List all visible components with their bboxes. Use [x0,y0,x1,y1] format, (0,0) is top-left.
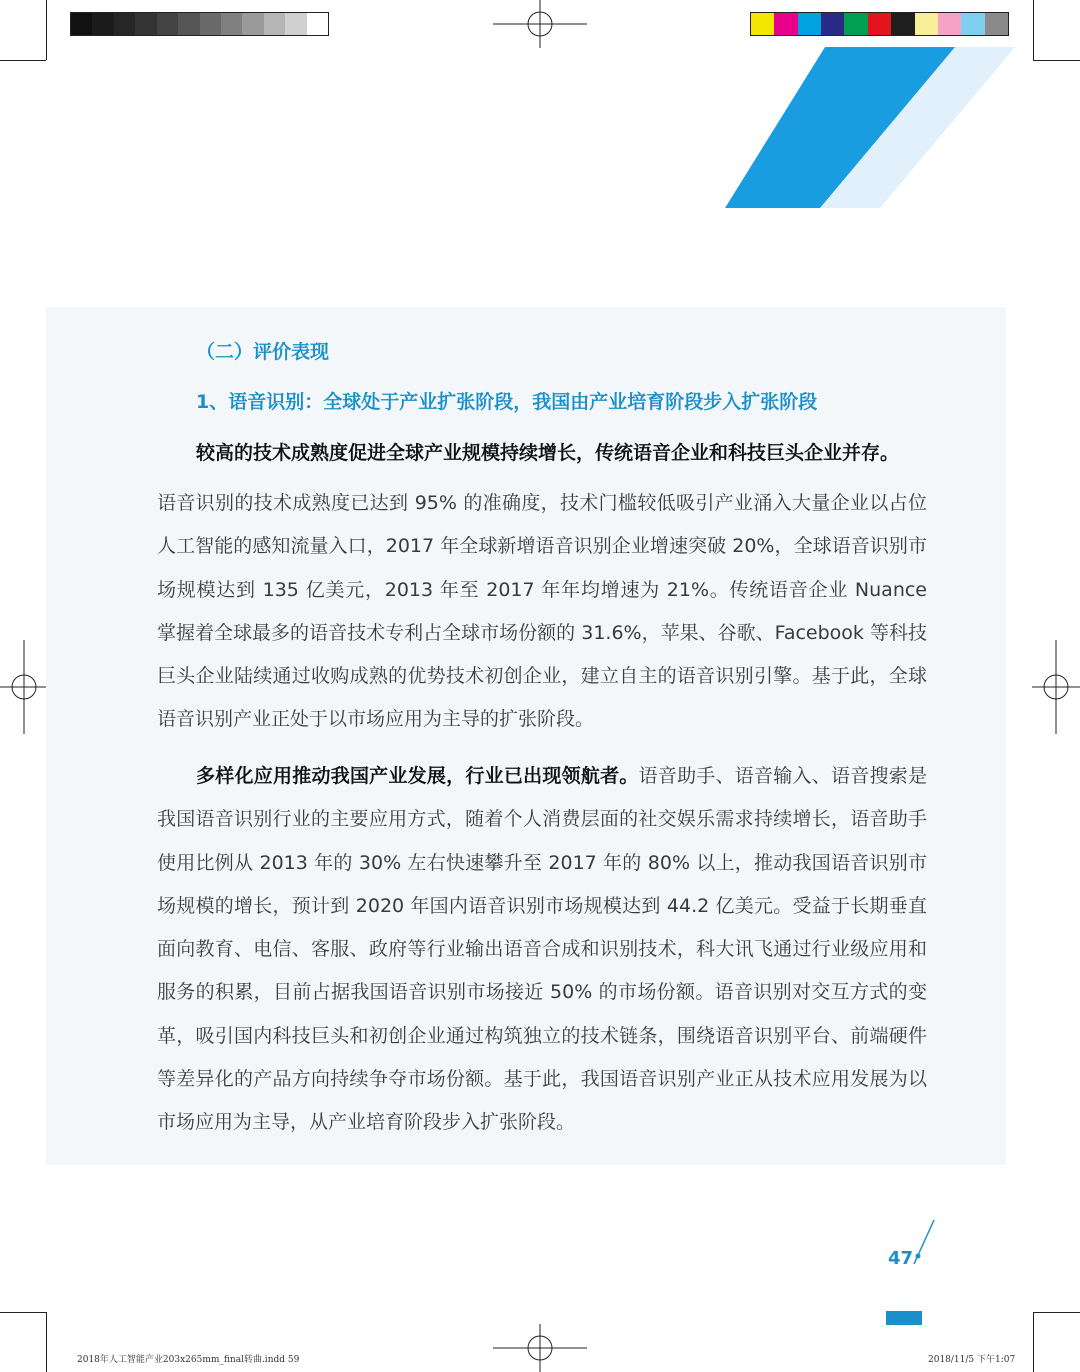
color-swatch [751,13,775,35]
subheading: 1、语音识别：全球处于产业扩张阶段，我国由产业培育阶段步入扩张阶段 [196,391,818,413]
color-swatch [92,13,114,35]
page-number-accent-icon [910,1218,940,1268]
color-swatch [114,13,136,35]
registration-mark-top [493,0,587,48]
color-swatch [264,13,286,35]
color-swatch [200,13,222,35]
paragraph-1: 语音识别的技术成熟度已达到 95% 的准确度，技术门槛较低吸引产业涌入大量企业以占位人工智能的感知流量入口，2017 年全球新增语音识别企业增速突破 20%，全球语音识别市场规模达到 135 亿美元，2013 年至 2017 年年均增速为 21%。传统语音企业 Nuance 掌握着全球最多的语音技术专利占全球市场份额的 31.6%，苹果、谷歌、Facebook 等科技巨头企业陆续通过收购成熟的优势技术初创企业，建立自主的语音识别引擎。基于此，全球语音识别产业正处于以市场应用为主导的扩张阶段。 [157,492,927,731]
lead-sentence-2: 多样化应用推动我国产业发展，行业已出现领航者。 [196,765,639,787]
color-swatch [961,13,985,35]
decorative-stripes [700,40,1040,220]
color-swatch [307,13,329,35]
color-swatch [178,13,200,35]
color-swatch [821,13,845,35]
color-swatch [242,13,264,35]
color-swatch [844,13,868,35]
color-swatch [868,13,892,35]
paragraph-2 [157,755,927,1145]
color-swatch [915,13,939,35]
color-swatch [938,13,962,35]
color-swatch [774,13,798,35]
grayscale-color-bar [70,12,329,36]
page-tab-marker [886,1311,922,1325]
color-swatch [157,13,179,35]
color-swatch [221,13,243,35]
color-swatch [71,13,93,35]
color-swatch [135,13,157,35]
color-swatch [985,13,1009,35]
section-heading: （二）评价表现 [196,341,330,363]
registration-mark-bottom [493,1324,587,1372]
registration-mark-right [1032,640,1080,734]
color-swatch [285,13,307,35]
color-swatch [798,13,822,35]
footer-file-info: 2018年人工智能产业203x265mm_final转曲.indd 59 [77,1355,300,1365]
footer-timestamp: 2018/11/5 下午1:07 [928,1355,1016,1365]
paragraph-2-body: 语音助手、语音输入、语音搜索是我国语音识别行业的主要应用方式，随着个人消费层面的社交娱乐需求持续增长，语音助手使用比例从 2013 年的 30% 左右快速攀升至 2017 年的 80% 以上，推动我国语音识别市场规模的增长，预计到 2020 年国内语音识别市场规模达到 44.2 亿美元。受益于长期垂直面向教育、电信、客服、政府等行业输出语音合成和识别技术，科大讯飞通过行业级应用和服务的积累，目前占据我国语音识别市场接近 50% 的市场份额。语音识别对交互方式的变革，吸引国内科技巨头和初创企业通过构筑独立的技术链条，围绕语音识别平台、前端硬件等差异化的产品方向持续争夺市场份额。基于此，我国语音识别产业正从技术应用发展为以市场应用为主导，从产业培育阶段步入扩张阶段。 [157,765,927,1134]
registration-mark-left [0,640,48,734]
page-number: 47 [888,1248,914,1269]
color-swatch [891,13,915,35]
cmyk-color-bar [750,12,1009,36]
lead-sentence-1: 较高的技术成熟度促进全球产业规模持续增长，传统语音企业和科技巨头企业并存。 [196,442,900,464]
